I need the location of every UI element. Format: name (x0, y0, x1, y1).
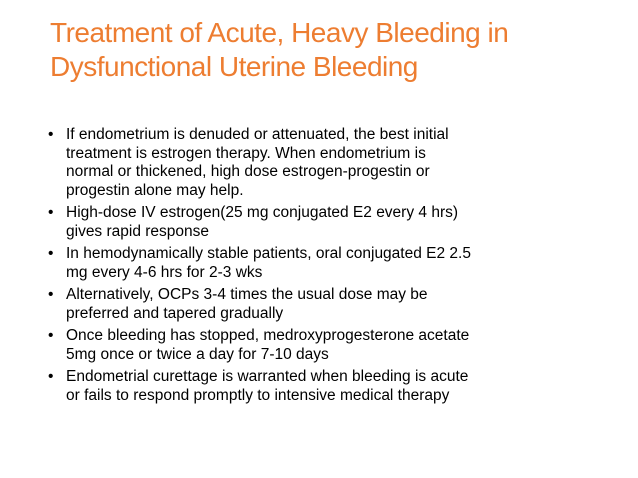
bullet-list (48, 126, 588, 409)
bullet-item-2 (48, 204, 588, 241)
bullet-item-4 (48, 286, 588, 323)
bullet-item-1 (48, 126, 588, 200)
bullet-text-line: 5mg once or twice a day for 7-10 days (66, 345, 329, 363)
bullet-text-line: Endometrial curettage is warranted when bleeding is acute (66, 368, 469, 385)
bullet-icon: • (48, 204, 54, 221)
bullet-text-line: progestin alone may help. (66, 181, 244, 199)
bullet-item-6 (48, 368, 588, 405)
slide-title-line-2: Dysfunctional Uterine Bleeding (50, 51, 418, 82)
bullet-text-line: preferred and tapered gradually (66, 304, 284, 322)
bullet-text-line: In hemodynamically stable patients, oral conjugated E2 2.5 (66, 245, 471, 262)
bullet-icon: • (48, 126, 54, 143)
bullet-text-line: High-dose IV estrogen(25 mg conjugated E2 every 4 hrs) (66, 204, 459, 221)
bullet-text-line: treatment is estrogen therapy. When endometrium is (66, 144, 426, 162)
slide-title-line-1: Treatment of Acute, Heavy Bleeding in (50, 17, 509, 48)
bullet-icon: • (48, 286, 54, 303)
bullet-text-line: Once bleeding has stopped, medroxyprogesterone acetate (66, 327, 470, 344)
bullet-item-3 (48, 245, 588, 282)
bullet-text-line: Alternatively, OCPs 3-4 times the usual dose may be (66, 286, 428, 303)
bullet-text-line: mg every 4-6 hrs for 2-3 wks (66, 263, 263, 281)
bullet-icon: • (48, 327, 54, 344)
slide-title (50, 16, 610, 84)
bullet-text-line: gives rapid response (66, 222, 210, 240)
bullet-item-5 (48, 327, 588, 364)
bullet-icon: • (48, 368, 54, 385)
bullet-text-line: If endometrium is denuded or attenuated, the best initial (66, 126, 449, 143)
bullet-text-line: or fails to respond promptly to intensive medical therapy (66, 386, 450, 404)
bullet-icon: • (48, 245, 54, 262)
bullet-text-line: normal or thickened, high dose estrogen-progestin or (66, 163, 430, 180)
